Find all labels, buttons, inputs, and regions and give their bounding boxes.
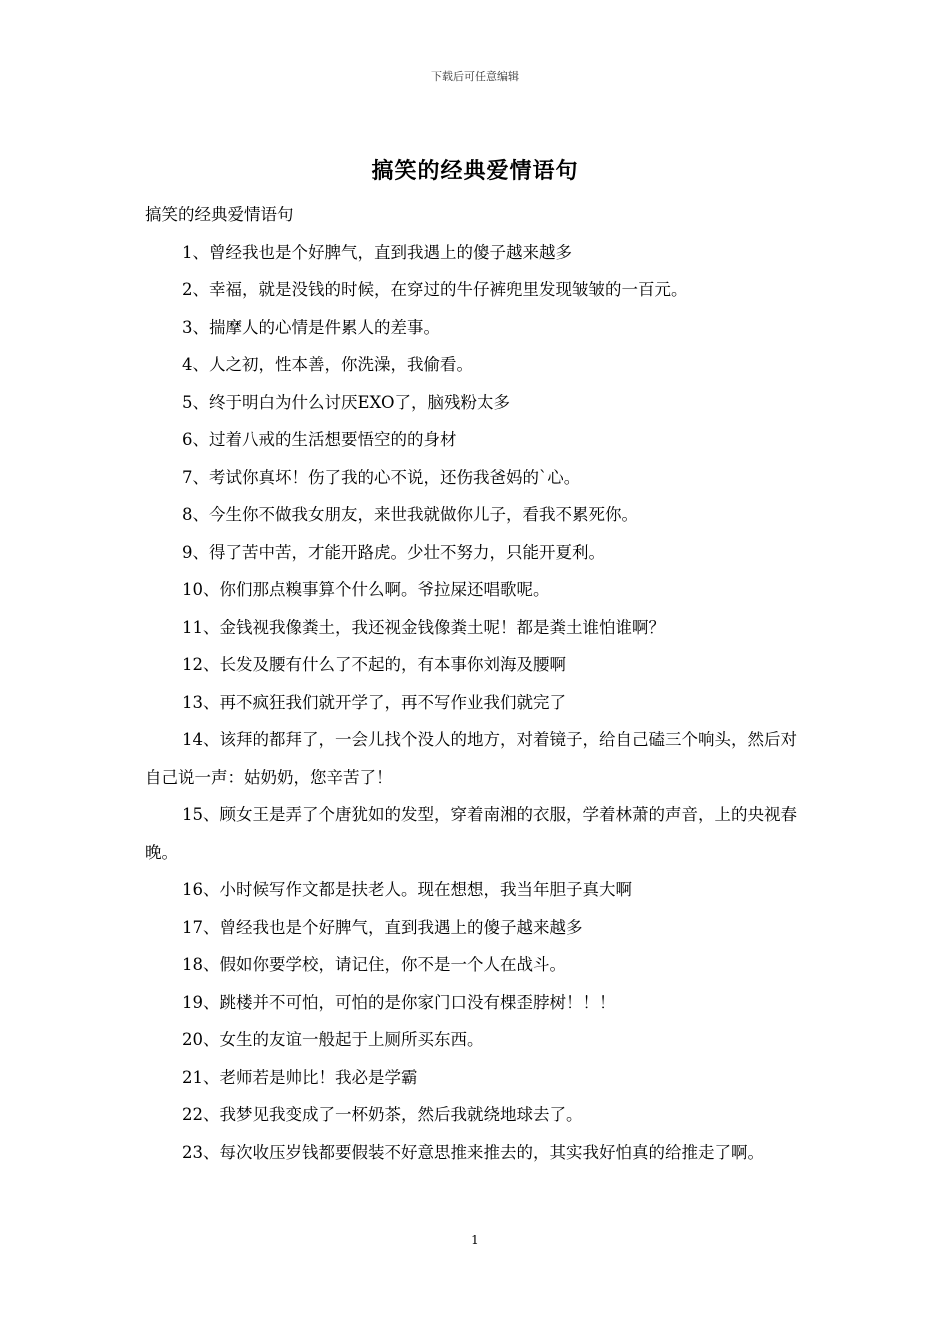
list-item: 17、曾经我也是个好脾气，直到我遇上的傻子越来越多	[182, 917, 583, 937]
list-item: 4、人之初，性本善，你洗澡，我偷看。	[182, 355, 473, 374]
list-item: 20、女生的友谊一般起于上厕所买东西。	[182, 1030, 484, 1049]
list-item: 16、小时候写作文都是扶老人。现在想想，我当年胆子真大啊	[182, 880, 632, 899]
list-item: 19、跳楼并不可怕，可怕的是你家门口没有棵歪脖树！！！	[182, 992, 616, 1012]
list-item: 8、今生你不做我女朋友，来世我就做你儿子，看我不累死你。	[182, 505, 638, 524]
header-note: 下载后可任意编辑	[431, 70, 519, 83]
list-item: 14、该拜的都拜了，一会儿找个没人的地方，对着镜子，给自己磕三个响头，然后对自己说一声：姑奶奶，您辛苦了！	[145, 730, 797, 787]
list-item: 18、假如你要学校，请记住，你不是一个人在战斗。	[182, 955, 566, 974]
document-title: 搞笑的经典爱情语句	[371, 158, 579, 184]
list-item: 15、顾女王是弄了个唐犹如的发型，穿着南湘的衣服，学着林萧的声音，上的央视春晚。	[145, 805, 797, 862]
list-item: 3、揣摩人的心情是件累人的差事。	[182, 317, 440, 337]
list-item: 21、老师若是帅比！我必是学霸	[182, 1067, 418, 1087]
list-item: 13、再不疯狂我们就开学了，再不写作业我们就完了	[182, 692, 566, 712]
list-item: 23、每次收压岁钱都要假装不好意思推来推去的，其实我好怕真的给推走了啊。	[182, 1142, 764, 1162]
list-item: 2、幸福，就是没钱的时候，在穿过的牛仔裤兜里发现皱皱的一百元。	[182, 280, 688, 299]
list-item: 5、终于明白为什么讨厌EXO了，脑残粉太多	[182, 392, 511, 412]
list-item: 7、考试你真坏！伤了我的心不说，还伤我爸妈的`心。	[182, 467, 581, 487]
page-number: 1	[471, 1233, 479, 1247]
list-item: 10、你们那点糗事算个什么啊。爷拉屎还唱歌呢。	[182, 580, 550, 599]
list-item: 9、得了苦中苦，才能开路虎。少壮不努力，只能开夏利。	[182, 542, 605, 562]
list-item: 12、长发及腰有什么了不起的，有本事你刘海及腰啊	[182, 655, 566, 674]
list-item: 22、我梦见我变成了一杯奶茶，然后我就绕地球去了。	[182, 1105, 583, 1124]
list-item: 6、过着八戒的生活想要悟空的的身材	[182, 430, 457, 449]
document-subtitle: 搞笑的经典爱情语句	[145, 205, 294, 224]
document-body	[145, 196, 810, 1171]
list-item: 11、金钱视我像粪土，我还视金钱像粪土呢！都是粪土谁怕谁啊？	[182, 617, 665, 637]
list-item: 1、曾经我也是个好脾气，直到我遇上的傻子越来越多	[182, 242, 572, 262]
